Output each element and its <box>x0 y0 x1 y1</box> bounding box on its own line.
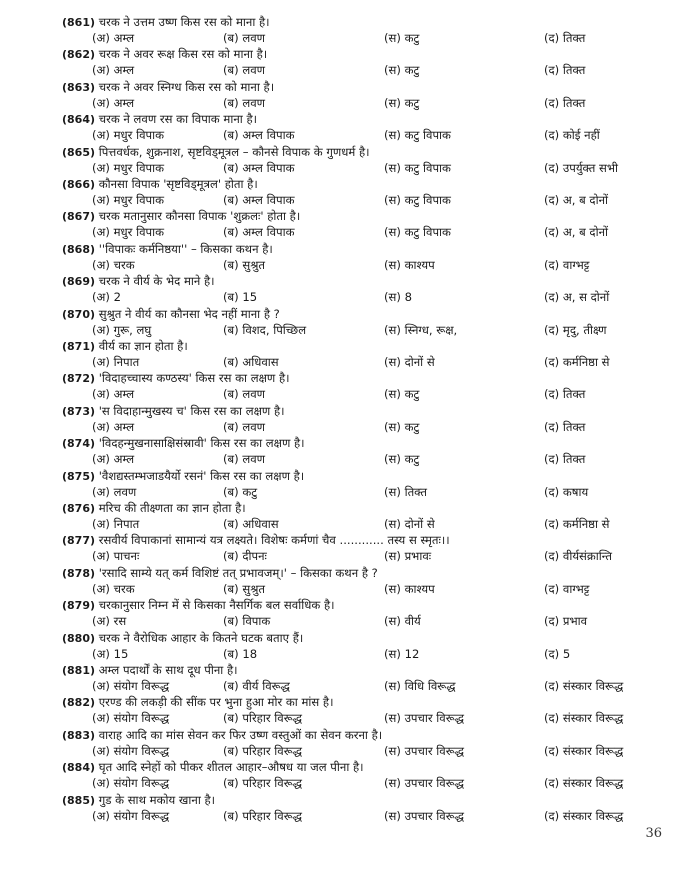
question-line <box>62 597 335 614</box>
question-text: वीर्य का ज्ञान होता है। <box>98 339 188 353</box>
question-line <box>62 630 303 647</box>
question-text: एरण्ड की लकड़ी की सींक पर भुना हुआ मोर का मांस है। <box>98 695 334 710</box>
question-item <box>62 273 660 305</box>
option-a: (अ) मधुर विपाक <box>92 225 165 240</box>
options-row <box>62 613 660 629</box>
question-item <box>62 241 660 273</box>
question-item <box>62 727 660 759</box>
option-b: (ब) परिहार विरूद्ध <box>223 743 302 758</box>
options-row <box>62 257 660 273</box>
question-item <box>62 111 660 143</box>
question-number: (882) <box>62 696 96 710</box>
option-b: (ब) अधिवास <box>223 517 279 531</box>
question-number: (871) <box>62 340 96 353</box>
option-c: (स) कटु विपाक <box>384 193 451 207</box>
option-d: (द) तिक्त <box>544 419 586 434</box>
option-b: (ब) परिहार विरूद्ध <box>223 808 302 823</box>
question-number: (877) <box>62 534 96 548</box>
question-number: (879) <box>62 599 96 613</box>
option-a: (अ) रस <box>92 614 127 629</box>
option-b: (ब) 15 <box>223 290 258 305</box>
option-d: (द) संस्कार विरूद्ध <box>544 808 624 823</box>
option-b: (ब) अम्ल विपाक <box>223 193 295 207</box>
question-line <box>62 79 274 96</box>
option-d: (द) संस्कार विरूद्ध <box>544 743 624 758</box>
option-c: (स) काश्यप <box>384 257 435 272</box>
options-row <box>62 646 660 662</box>
question-number: (868) <box>62 242 96 256</box>
option-d: (द) कषाय <box>544 484 589 499</box>
option-d: (द) कर्मनिष्ठा से <box>544 517 610 531</box>
option-d: (द) कोई नहीं <box>544 128 600 143</box>
option-b: (ब) वीर्य विरूद्ध <box>223 679 290 693</box>
question-line <box>62 435 305 452</box>
option-d: (द) अ, ब दोनों <box>544 225 609 240</box>
option-a: (अ) संयोग विरूद्ध <box>92 808 170 823</box>
option-b: (ब) सुश्रुत <box>223 581 266 596</box>
option-b: (ब) लवण <box>223 31 266 45</box>
option-a: (अ) अम्ल <box>92 31 135 45</box>
question-item <box>62 79 660 111</box>
option-c: (स) कटु <box>384 31 420 45</box>
question-number: (883) <box>62 728 96 742</box>
question-number: (863) <box>62 80 96 94</box>
option-a: (अ) अम्ल <box>92 387 135 402</box>
options-row <box>62 710 660 726</box>
option-c: (स) कटु <box>384 387 420 402</box>
option-c: (स) स्निग्ध, रूक्ष, <box>384 322 458 337</box>
question-text: सुश्रुत ने वीर्य का कौनसा भेद नहीं माना है ? <box>98 306 280 321</box>
question-text: रसवीर्य विपाकानां सामान्यं यत्र लक्ष्यते। विशेषः कर्मणां चैव ............ तस्य स स्मृतः।। <box>98 533 450 548</box>
question-number: (884) <box>62 761 96 775</box>
option-b: (ब) सुश्रुत <box>223 257 266 272</box>
option-d: (द) मृदु, तीक्ष्ण <box>544 322 607 337</box>
question-line <box>62 46 267 63</box>
question-item <box>62 403 660 435</box>
option-c: (स) वीर्य <box>384 614 421 629</box>
option-a: (अ) चरक <box>92 257 135 272</box>
option-a: (अ) गुरू, लघु <box>92 322 152 337</box>
options-row <box>62 419 660 435</box>
question-text: कौनसा विपाक 'सृष्टविड्मूत्रल' होता है। <box>98 177 258 191</box>
question-item <box>62 338 660 370</box>
question-item <box>62 694 660 726</box>
question-number: (881) <box>62 664 96 677</box>
option-b: (ब) लवण <box>223 452 266 467</box>
options-row <box>62 516 660 532</box>
option-d: (द) तिक्त <box>544 31 586 45</box>
question-line <box>62 565 378 582</box>
option-a: (अ) अम्ल <box>92 452 135 467</box>
options-row <box>62 386 660 402</box>
option-d: (द) संस्कार विरूद्ध <box>544 711 624 726</box>
question-item <box>62 468 660 500</box>
question-item <box>62 759 660 791</box>
option-d: (द) तिक्त <box>544 387 586 402</box>
options-row <box>62 678 660 694</box>
question-item <box>62 792 660 824</box>
option-d: (द) तिक्त <box>544 63 586 78</box>
option-a: (अ) पाचनः <box>92 549 140 564</box>
option-c: (स) उपचार विरूद्ध <box>384 776 465 791</box>
question-number: (874) <box>62 437 96 451</box>
question-item <box>62 46 660 78</box>
question-item <box>62 370 660 402</box>
option-a: (अ) अम्ल <box>92 95 135 110</box>
question-item <box>62 176 660 208</box>
option-d: (द) तिक्त <box>544 95 586 110</box>
option-b: (ब) दीपनः <box>223 549 267 564</box>
question-number: (872) <box>62 372 96 386</box>
question-number: (885) <box>62 793 96 807</box>
option-c: (स) कटु विपाक <box>384 225 451 240</box>
option-c: (स) विधि विरूद्ध <box>384 679 456 693</box>
option-d: (द) अ, ब दोनों <box>544 193 609 207</box>
question-text: 'विदाहच्चास्य कण्ठस्य' किस रस का लक्षण है। <box>98 371 290 386</box>
question-line <box>62 792 215 809</box>
question-item <box>62 630 660 662</box>
question-text: अम्ल पदार्थों के साथ दूध पीना है। <box>98 663 238 677</box>
option-c: (स) उपचार विरूद्ध <box>384 808 465 823</box>
options-row <box>62 451 660 467</box>
options-row <box>62 322 660 338</box>
question-line <box>62 500 246 517</box>
question-line <box>62 727 382 744</box>
question-item <box>62 662 660 694</box>
option-b: (ब) परिहार विरूद्ध <box>223 776 302 791</box>
option-b: (ब) विशद, पिच्छिल <box>223 322 307 337</box>
option-c: (स) उपचार विरूद्ध <box>384 711 465 726</box>
options-row <box>62 743 660 759</box>
question-text: चरक ने लवण रस का विपाक माना है। <box>98 112 257 127</box>
option-a: (अ) अम्ल <box>92 419 135 434</box>
question-item <box>62 532 660 564</box>
option-c: (स) 8 <box>384 290 412 305</box>
option-c: (स) कटु विपाक <box>384 160 451 175</box>
question-line <box>62 144 370 161</box>
question-item <box>62 565 660 597</box>
option-b: (ब) कटु <box>223 484 258 499</box>
option-d: (द) वीर्यसंक्रान्ति <box>544 549 612 564</box>
question-text: चरक ने उत्तम उष्ण किस रस को माना है। <box>98 15 270 29</box>
question-text: घृत आदि स्नेहों को पीकर शीतल आहार–औषध या जल पीना है। <box>98 760 364 775</box>
option-b: (ब) अम्ल विपाक <box>223 225 295 240</box>
option-d: (द) वाग्भट्ट <box>544 257 590 272</box>
option-c: (स) दोनों से <box>384 517 435 531</box>
option-d: (द) उपर्युक्त सभी <box>544 160 619 175</box>
option-d: (द) वाग्भट्ट <box>544 581 590 596</box>
option-a: (अ) मधुर विपाक <box>92 193 165 207</box>
question-number: (875) <box>62 469 96 483</box>
option-d: (द) तिक्त <box>544 452 586 467</box>
option-a: (अ) लवण <box>92 484 137 499</box>
question-line <box>62 111 257 128</box>
option-b: (ब) अम्ल विपाक <box>223 160 295 175</box>
question-number: (876) <box>62 502 96 515</box>
option-b: (ब) लवण <box>223 95 266 110</box>
question-item <box>62 500 660 532</box>
question-number: (880) <box>62 631 96 645</box>
option-c: (स) कटु विपाक <box>384 128 451 143</box>
options-row <box>62 808 660 824</box>
question-line <box>62 14 270 31</box>
option-a: (अ) मधुर विपाक <box>92 128 165 143</box>
option-a: (अ) 2 <box>92 290 121 305</box>
question-line <box>62 694 333 711</box>
question-text: पित्तवर्धक, शुक्रनाश, सृष्टविड्मूत्रल – कौनसे विपाक के गुणधर्म है। <box>98 144 370 159</box>
option-a: (अ) चरक <box>92 581 135 596</box>
options-row <box>62 484 660 500</box>
option-c: (स) कटु <box>384 452 420 467</box>
question-item <box>62 208 660 240</box>
option-a: (अ) 15 <box>92 646 129 661</box>
question-text: 'वैशद्यस्तम्भजाडयैर्यो रसनं' किस रस का लक्षण है। <box>98 468 305 483</box>
question-item <box>62 14 660 46</box>
option-a: (अ) संयोग विरूद्ध <box>92 743 170 758</box>
option-b: (ब) अम्ल विपाक <box>223 128 295 143</box>
question-text: ''विपाकः कर्मनिष्ठया'' – किसका कथन है। <box>98 241 273 256</box>
option-b: (ब) लवण <box>223 387 266 402</box>
question-text: चरक ने वैरोधिक आहार के कितने घटक बताए हैं। <box>98 630 304 645</box>
question-line <box>62 176 258 193</box>
option-a: (अ) अम्ल <box>92 63 135 78</box>
question-line <box>62 306 280 323</box>
option-a: (अ) संयोग विरूद्ध <box>92 776 170 791</box>
question-text: वाराह आदि का मांस सेवन कर फिर उष्ण वस्तुओं का सेवन करना है। <box>98 727 383 742</box>
question-line <box>62 208 300 225</box>
option-b: (ब) लवण <box>223 419 266 434</box>
option-a: (अ) संयोग विरूद्ध <box>92 711 170 726</box>
options-row <box>62 224 660 240</box>
question-number: (861) <box>62 16 96 29</box>
question-line <box>62 273 215 290</box>
option-c: (स) काश्यप <box>384 581 435 596</box>
question-text: चरक मतानुसार कौनसा विपाक 'शुक्रलः' होता है। <box>98 209 301 224</box>
question-text: चरक ने अवर रूक्ष किस रस को माना है। <box>98 47 268 62</box>
options-row <box>62 192 660 208</box>
options-row <box>62 775 660 791</box>
question-item <box>62 144 660 176</box>
question-item <box>62 306 660 338</box>
question-number: (869) <box>62 275 96 289</box>
options-row <box>62 160 660 176</box>
question-number: (862) <box>62 48 96 62</box>
option-a: (अ) निपात <box>92 517 140 531</box>
option-a: (अ) निपात <box>92 355 140 369</box>
option-c: (स) 12 <box>384 646 420 661</box>
question-item <box>62 435 660 467</box>
question-item <box>62 597 660 629</box>
question-text: 'स विदाहान्मुखस्य च' किस रस का लक्षण है। <box>98 403 285 418</box>
question-number: (865) <box>62 145 96 159</box>
question-line <box>62 241 273 258</box>
question-text: चरक ने वीर्य के भेद माने है। <box>98 274 215 289</box>
option-b: (ब) अधिवास <box>223 355 279 369</box>
option-d: (द) संस्कार विरूद्ध <box>544 679 624 693</box>
option-b: (ब) 18 <box>223 646 258 661</box>
option-d: (द) संस्कार विरूद्ध <box>544 776 624 791</box>
option-d: (द) अ, स दोनों <box>544 290 610 305</box>
question-number: (870) <box>62 307 96 321</box>
options-row <box>62 127 660 143</box>
question-number: (864) <box>62 113 96 127</box>
option-c: (स) प्रभावः <box>384 549 432 564</box>
question-number: (873) <box>62 404 96 418</box>
options-row <box>62 289 660 305</box>
option-c: (स) कटु <box>384 63 420 78</box>
option-c: (स) तिक्त <box>384 484 428 499</box>
option-b: (ब) विपाक <box>223 614 271 629</box>
question-text: 'रसादि साम्ये यत् कर्म विशिष्टं तत् प्रभावजम्।' – किसका कथन है ? <box>98 565 378 580</box>
option-c: (स) कटु <box>384 419 420 434</box>
option-c: (स) कटु <box>384 95 420 110</box>
question-number: (867) <box>62 210 96 224</box>
question-line <box>62 468 304 485</box>
options-row <box>62 581 660 597</box>
option-c: (स) दोनों से <box>384 355 435 369</box>
question-text: मरिच की तीक्ष्णता का ज्ञान होता है। <box>98 501 246 515</box>
question-number: (878) <box>62 566 96 580</box>
option-c: (स) उपचार विरूद्ध <box>384 743 465 758</box>
options-row <box>62 95 660 111</box>
question-text: चरकानुसार निम्न में से किसका नैसर्गिक बल सर्वाधिक है। <box>98 598 335 613</box>
question-line <box>62 403 285 420</box>
option-d: (द) प्रभाव <box>544 614 588 629</box>
question-line <box>62 759 364 776</box>
question-line <box>62 662 238 679</box>
question-line <box>62 370 290 387</box>
options-row <box>62 548 660 564</box>
page-number: 36 <box>645 826 662 841</box>
option-b: (ब) लवण <box>223 63 266 78</box>
option-a: (अ) मधुर विपाक <box>92 160 165 175</box>
options-row <box>62 30 660 46</box>
question-text: 'विदहन्मुखनासाक्षिसंस्रावी' किस रस का लक्षण है। <box>98 436 305 451</box>
question-number: (866) <box>62 178 96 191</box>
option-b: (ब) परिहार विरूद्ध <box>223 711 302 726</box>
question-text: चरक ने अवर स्निग्ध किस रस को माना है। <box>98 79 275 94</box>
question-line <box>62 338 188 355</box>
option-d: (द) कर्मनिष्ठा से <box>544 355 610 369</box>
question-text: गुड के साथ मकोय खाना है। <box>98 792 216 807</box>
options-row <box>62 354 660 370</box>
options-row <box>62 62 660 78</box>
option-d: (द) 5 <box>544 646 571 661</box>
option-a: (अ) संयोग विरूद्ध <box>92 679 170 693</box>
question-line <box>62 532 450 549</box>
